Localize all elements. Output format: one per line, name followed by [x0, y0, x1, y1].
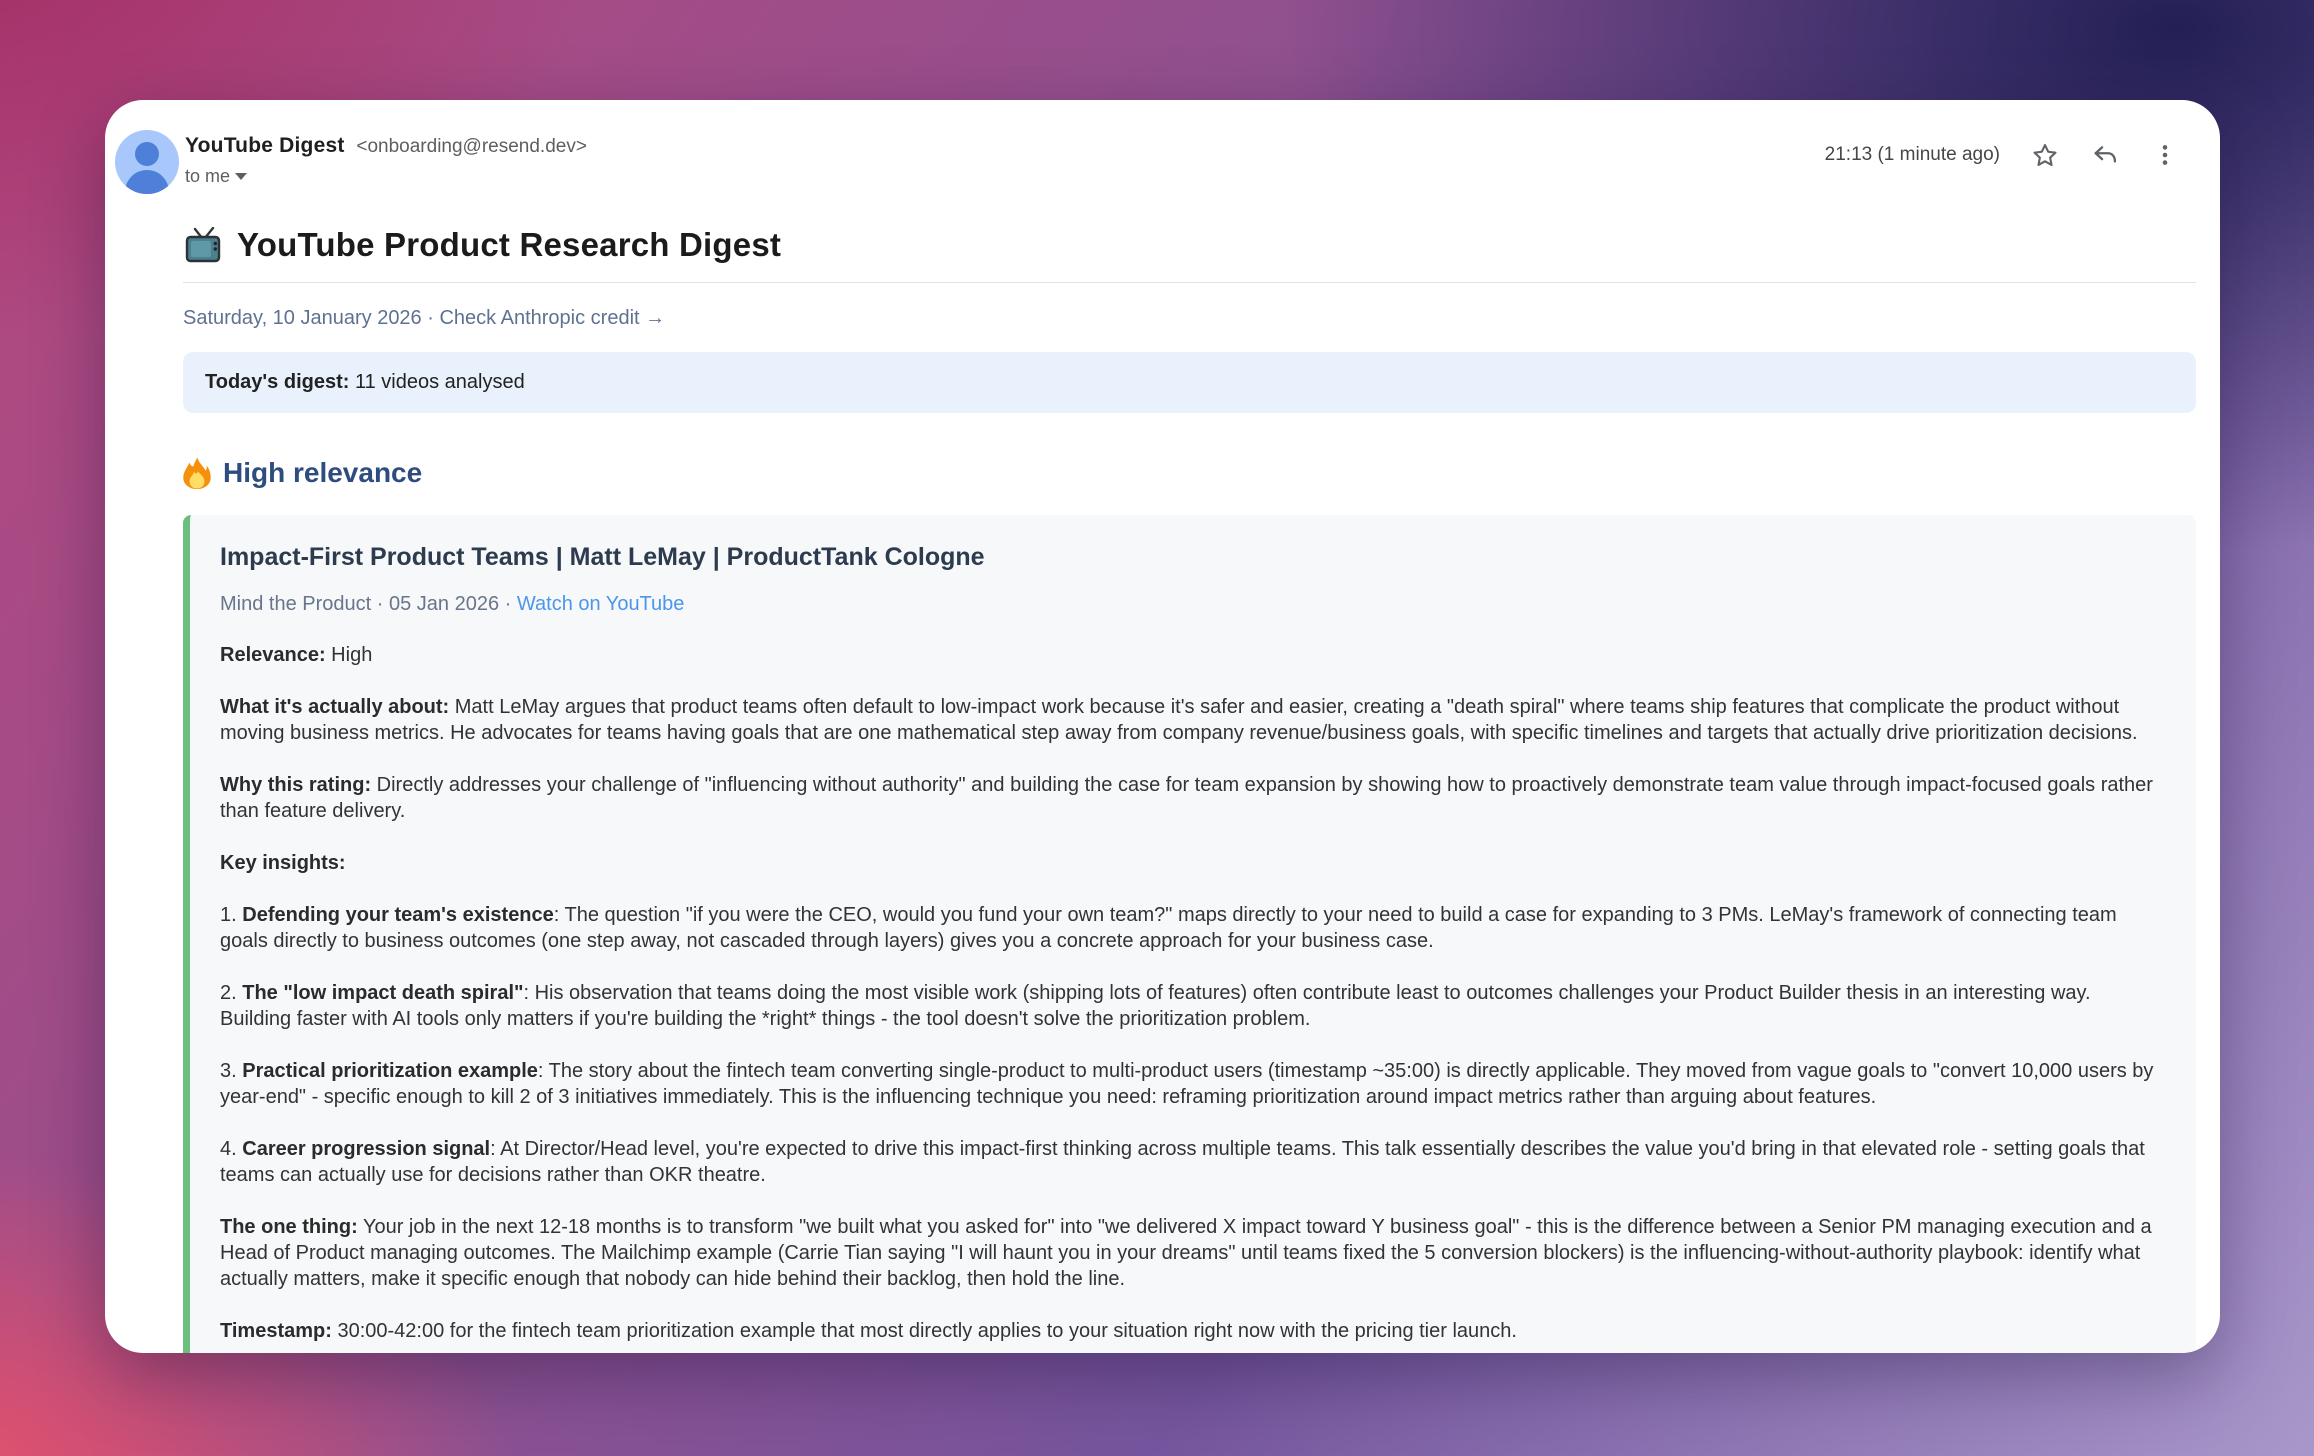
- relevance-label: Relevance:: [220, 644, 326, 666]
- video-title: Impact-First Product Teams | Matt LeMay | ProductTank Cologne: [220, 543, 985, 571]
- sender-block: [185, 130, 1825, 187]
- video-date: 05 Jan 2026: [388, 593, 500, 615]
- key-insights-heading: Key insights:: [220, 852, 346, 874]
- more-vert-icon: [2152, 142, 2178, 168]
- email-timestamp: 21:13 (1 minute ago): [1824, 144, 2000, 165]
- recipient-dropdown[interactable]: [185, 166, 247, 187]
- about-text: Matt LeMay argues that product teams often default to low-impact work because it's safer and easier, creating a "death spiral" where teams ship features that complicate the product without moving business metrics. He advocates for teams having goals that are one mathematical step away from company revenue/business goals, with specific timelines and targets that actually drive prioritization decisions.: [220, 696, 2138, 744]
- subject-row: [183, 226, 2196, 264]
- meta-separator: ·: [499, 593, 517, 615]
- avatar-person-icon: [135, 142, 159, 166]
- sender-avatar[interactable]: [115, 130, 179, 194]
- date-separator: ·: [427, 307, 440, 329]
- more-options-button[interactable]: [2150, 140, 2180, 170]
- video-channel: Mind the Product: [220, 593, 372, 615]
- divider: [183, 282, 2196, 283]
- header-actions: [1825, 130, 2180, 170]
- recipient-label: to me: [185, 166, 231, 186]
- timestamp-label: Timestamp:: [220, 1320, 332, 1342]
- avatar-person-icon: [125, 170, 169, 194]
- email-subject-title: YouTube Product Research Digest: [237, 226, 782, 263]
- video-card: [183, 515, 2196, 1353]
- high-relevance-heading: [183, 457, 2196, 489]
- digest-value: 11 videos analysed: [349, 371, 525, 393]
- tv-icon: [183, 227, 223, 263]
- about-label: What it's actually about:: [220, 696, 450, 718]
- timestamp-text: 30:00-42:00 for the fintech team prioritization example that most directly applies to your situation right now with the pricing tier launch.: [331, 1320, 1517, 1342]
- insight-item: 4. Career progression signal: At Director/Head level, you're expected to drive this impact-first thinking across multiple teams. This talk essentially describes the value you'd bring in that elevated role - setting goals that teams can actually use for decisions rather than OKR theatre.: [220, 1138, 2145, 1186]
- insight-item: 2. The "low impact death spiral": His observation that teams doing the most visible work (shipping lots of features) often contribute least to outcomes challenges your Product Builder thesis in an interesting way. Building faster with AI tools only matters if you're building the *right* things - the tool doesn't solve the prioritization problem.: [220, 982, 2091, 1030]
- digest-date: Saturday, 10 January 2026: [183, 307, 422, 329]
- digest-label: Today's digest:: [205, 371, 350, 393]
- relevance-value: High: [325, 644, 373, 666]
- digest-summary-box: [183, 352, 2196, 413]
- star-button[interactable]: [2030, 140, 2060, 170]
- video-meta: [220, 593, 2166, 616]
- relevance-line: [220, 642, 2166, 668]
- star-icon: [2031, 141, 2059, 169]
- date-line: [183, 307, 2196, 330]
- timestamp-paragraph: [220, 1318, 2166, 1344]
- chevron-down-icon: [235, 173, 247, 180]
- insight-item: 3. Practical prioritization example: The story about the fintech team converting single-product to multi-product users (timestamp ~35:00) is directly applicable. They moved from vague goals to "convert 10,000 users by year-end" - specific enough to kill 2 of 3 initiatives immediately. This is the influencing technique you need: reframing prioritization around impact metrics rather than arguing about features.: [220, 1060, 2154, 1108]
- rating-paragraph: [220, 772, 2166, 824]
- email-body: [105, 226, 2220, 1353]
- check-credit-link[interactable]: Check Anthropic credit →: [439, 307, 666, 329]
- one-thing-text: Your job in the next 12-18 months is to transform "we built what you asked for" into "we delivered X impact toward Y business goal" - this is the difference between a Senior PM managing execution and a Head of Product managing outcomes. The Mailchimp example (Carrie Tian saying "I will haunt you in your dreams" until teams fixed the 5 conversion blockers) is the influencing-without-authority playbook: identify what actually matters, make it specific enough that nobody can hide behind their backlog, then hold the line.: [220, 1216, 2152, 1290]
- sender-address: <onboarding@resend.dev>: [356, 136, 587, 157]
- reply-button[interactable]: [2090, 140, 2120, 170]
- rating-text: Directly addresses your challenge of "influencing without authority" and building the case for team expansion by showing how to proactively demonstrate team value through impact-focused goals rather than feature delivery.: [220, 774, 2153, 822]
- email-window: [105, 100, 2220, 1353]
- one-thing-paragraph: [220, 1214, 2166, 1292]
- high-relevance-label: High relevance: [223, 457, 423, 488]
- fire-icon: [183, 457, 211, 489]
- watch-on-youtube-link[interactable]: Watch on YouTube: [516, 593, 685, 615]
- sender-name: YouTube Digest: [185, 134, 345, 157]
- rating-label: Why this rating:: [220, 774, 372, 796]
- sender-line: [185, 134, 1825, 158]
- email-header: [105, 100, 2220, 194]
- insight-item: 1. Defending your team's existence: The question "if you were the CEO, would you fund your own team?" maps directly to your need to build a case for expanding to 3 PMs. LeMay's framework of connecting team goals directly to business outcomes (one step away, not cascaded through layers) gives you a concrete approach for your business case.: [220, 904, 2117, 952]
- reply-icon: [2091, 141, 2119, 169]
- about-paragraph: [220, 694, 2166, 746]
- meta-separator: ·: [371, 593, 389, 615]
- one-thing-label: The one thing:: [220, 1216, 358, 1238]
